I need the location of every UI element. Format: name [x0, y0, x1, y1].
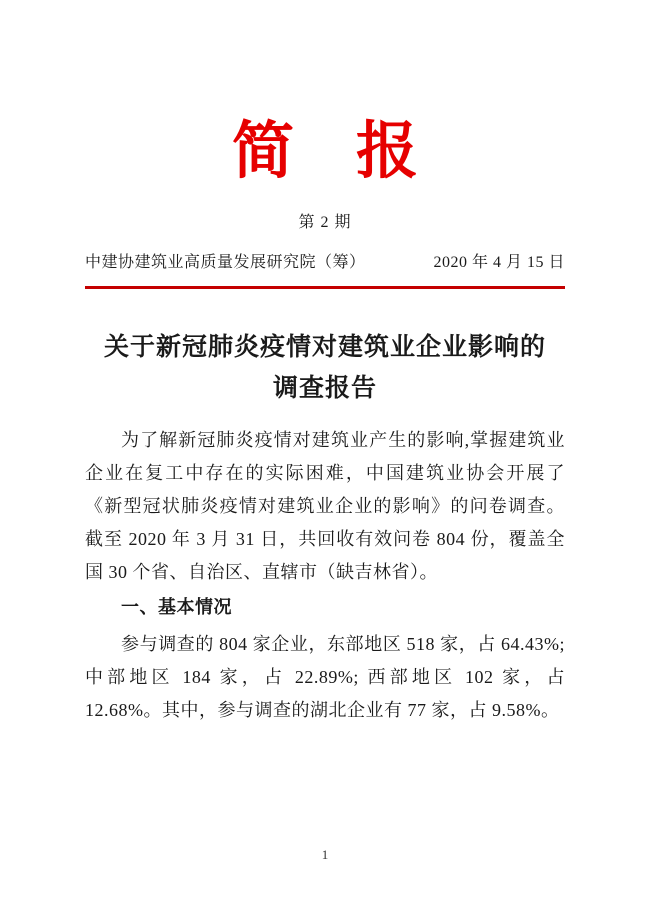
masthead	[85, 120, 565, 289]
paragraph-survey-stats: 参与调查的 804 家企业，东部地区 518 家，占 64.43%; 中部地区 184 家，占 22.89%; 西部地区 102 家，占 12.68%。其中，参与调查的湖北企业有 77 家，占 9.58%。	[85, 634, 565, 721]
article	[85, 327, 565, 727]
issue-number: 第 2 期	[298, 214, 352, 232]
masthead-title: 简 报	[231, 118, 418, 186]
divider-rule	[85, 286, 565, 289]
publisher-name: 中建协建筑业高质量发展研究院（筹）	[85, 254, 366, 272]
issue-date: 2020 年 4 月 15 日	[433, 254, 565, 272]
section-heading-basic-situation: 一、基本情况	[121, 597, 232, 618]
content-column	[0, 120, 650, 727]
page-footer	[0, 846, 650, 864]
article-title-line-1: 关于新冠肺炎疫情对建筑业企业影响的	[103, 334, 546, 362]
article-title-line-2: 调查报告	[272, 375, 377, 403]
meta-row	[85, 249, 565, 272]
paragraph-intro: 为了解新冠肺炎疫情对建筑业产生的影响,掌握建筑业企业在复工中存在的实际困难，中国建筑业协会开展了《新型冠状肺炎疫情对建筑业企业的影响》的问卷调查。截至 2020 年 3 月 31 日，共回收有效问卷 804 份，覆盖全国 30 个省、自治区、直辖市（缺吉林省）。	[85, 430, 565, 583]
article-title	[85, 327, 565, 409]
page-number: 1	[321, 847, 329, 862]
